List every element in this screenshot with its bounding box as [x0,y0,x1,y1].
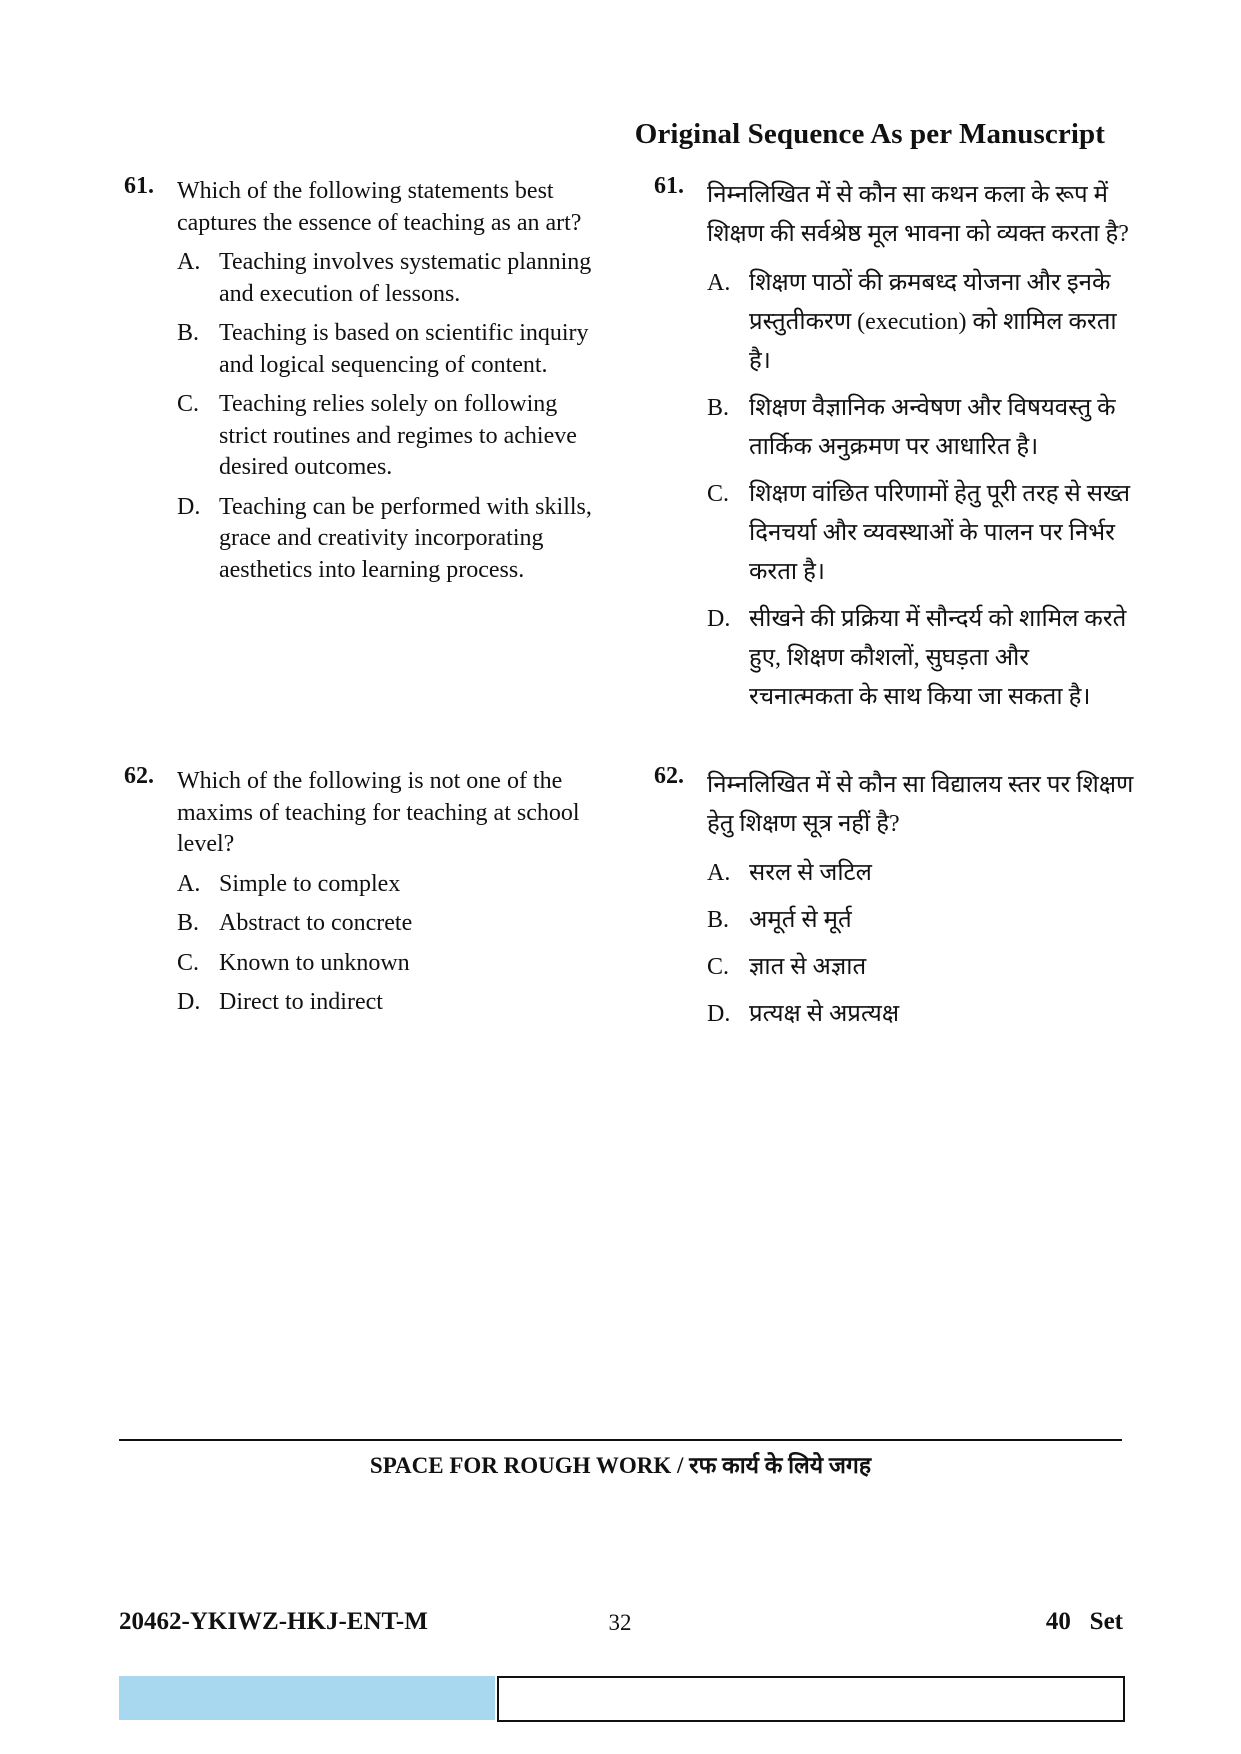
option-c[interactable] [707,475,1134,592]
option-b[interactable] [707,389,1134,467]
question-62-en [124,763,604,1019]
option-text: Direct to indirect [219,989,383,1015]
option-text: Abstract to concrete [219,910,413,936]
option-b[interactable] [707,901,1134,940]
options-list [707,264,1134,717]
option-d[interactable] [177,492,604,587]
english-column [124,173,604,1027]
option-a[interactable] [177,869,604,901]
option-text: शिक्षण वांछित परिणामों हेतु पूरी तरह से सख्त दिनचर्या और व्यवस्थाओं के पालन पर निर्भर करता है। [749,481,1131,585]
option-letter: C. [707,954,730,980]
question-61-hi [654,173,1134,766]
option-b[interactable] [177,908,604,940]
option-letter: A. [177,249,201,275]
option-b[interactable] [177,318,604,381]
option-text: ज्ञात से अज्ञात [749,954,867,980]
option-text: Teaching is based on scientific inquiry and logical sequencing of content. [219,320,589,378]
option-text: Known to unknown [219,949,410,976]
option-letter: A. [177,870,201,897]
option-letter: A. [707,860,731,886]
question-number: 61. [124,173,154,199]
option-a[interactable] [707,854,1134,893]
option-text: Teaching can be performed with skills, grace and creativity incorporating aesthetics into learning process. [219,493,592,583]
option-text: Simple to complex [219,870,401,897]
option-text: सरल से जटिल [749,860,872,886]
color-bar [119,1676,495,1720]
option-letter: B. [707,907,730,933]
set-label: 40 Set [1045,1608,1123,1635]
option-text: शिक्षण वैज्ञानिक अन्वेषण और विषयवस्तु के तार्किक अनुक्रमण पर आधारित है। [749,395,1116,460]
option-text: अमूर्त से मूर्त [749,907,852,933]
option-text: सीखने की प्रक्रिया में सौन्दर्य को शामिल करते हुए, शिक्षण कौशलों, सुघड़ता और रचनात्मकता के साथ किया जा सकता है। [749,606,1127,710]
option-d[interactable] [177,987,604,1019]
option-c[interactable] [177,389,604,484]
option-text: Teaching involves systematic planning and execution of lessons. [219,249,592,307]
option-a[interactable] [177,247,604,310]
option-letter: C. [177,391,200,417]
options-list [707,854,1134,1034]
question-text: निम्नलिखित में से कौन सा विद्यालय स्तर पर शिक्षण हेतु शिक्षण सूत्र नहीं है? [707,772,1134,837]
divider-line [119,1439,1122,1441]
options-list [177,247,604,586]
question-text: निम्नलिखित में से कौन सा कथन कला के रूप में शिक्षण की सर्वश्रेष्ठ मूल भावना को व्यक्त करता है? [707,182,1129,247]
question-text: Which of the following is not one of the maxims of teaching for teaching at school level? [177,768,580,857]
option-text: शिक्षण पाठों की क्रमबध्द योजना और इनके प्रस्तुतीकरण (execution) को शामिल करता है। [749,270,1117,374]
options-list [177,869,604,1019]
option-letter: D. [177,493,201,520]
question-text: Which of the following statements best captures the essence of teaching as an art? [177,178,582,236]
option-letter: D. [707,606,731,632]
option-d[interactable] [707,600,1134,717]
paper-code: 20462-YKIWZ-HKJ-ENT-M [119,1608,428,1635]
option-d[interactable] [707,995,1134,1034]
option-letter: B. [177,320,200,346]
question-62-hi [654,763,1134,1034]
option-letter: A. [707,270,731,296]
option-c[interactable] [177,948,604,980]
page-title: Original Sequence As per Manuscript [634,118,1105,150]
empty-box [497,1676,1125,1722]
hindi-column [654,173,1134,1042]
option-c[interactable] [707,948,1134,987]
question-number: 61. [654,173,684,199]
option-letter: C. [707,481,730,507]
option-letter: C. [177,949,200,976]
option-letter: D. [177,989,201,1015]
option-letter: B. [177,910,200,936]
option-text: प्रत्यक्ष से अप्रत्यक्ष [749,1001,900,1027]
question-61-en [124,173,604,766]
question-number: 62. [654,763,684,789]
question-number: 62. [124,763,154,789]
option-letter: D. [707,1001,731,1027]
option-letter: B. [707,395,730,421]
option-text: Teaching relies solely on following strict routines and regimes to achieve desired outcomes. [219,391,577,480]
page-number: 32 [608,1610,632,1635]
option-a[interactable] [707,264,1134,381]
rough-work-label: SPACE FOR ROUGH WORK / रफ कार्य के लिये जगह [369,1453,872,1478]
